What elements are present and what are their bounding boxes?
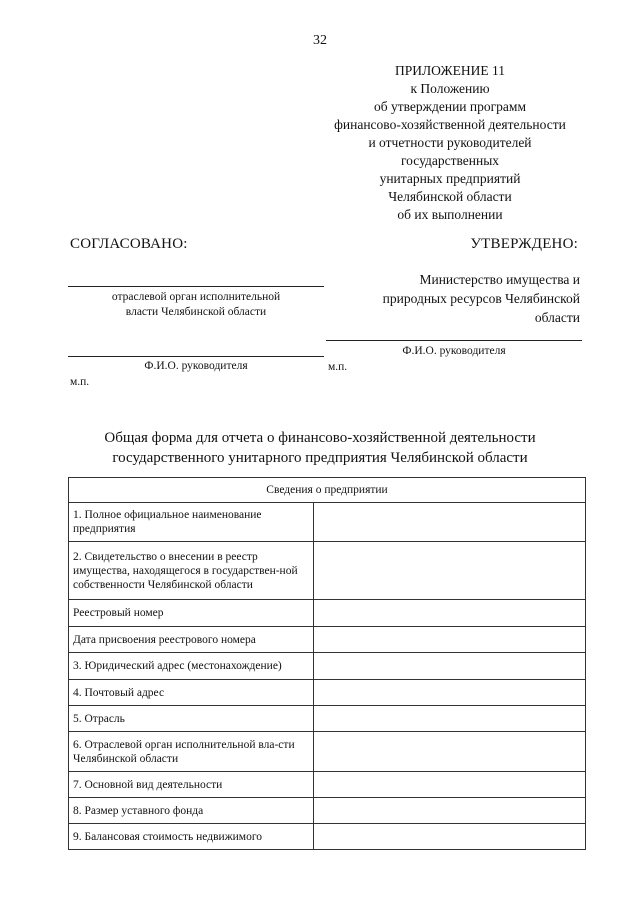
appendix-line: унитарных предприятий [379,171,521,186]
row-label: 7. Основной вид деятельности [69,772,314,798]
appendix-line: государственных [400,153,500,168]
row-label: Дата присвоения реестрового номера [69,627,314,653]
table-row [69,653,586,680]
row-value-cell[interactable] [314,706,586,732]
ministry-name [330,270,580,327]
row-label: 6. Отраслевой орган исполнительной вла-сти Челябинской области [69,732,314,772]
appendix-block [300,62,600,224]
agreed-label: СОГЛАСОВАНО: [70,236,188,252]
organ-caption-line: власти Челябинской области [125,306,267,318]
table-row [69,732,586,772]
row-value-cell[interactable] [314,600,586,627]
row-label: 3. Юридический адрес (местонахождение) [69,653,314,680]
table-header-row [69,478,586,503]
row-value-cell[interactable] [314,772,586,798]
organ-caption [68,290,324,320]
left-stamp-mark: м.п. [70,376,90,388]
row-label: 4. Почтовый адрес [69,680,314,706]
appendix-line: и отчетности руководителей [368,135,532,150]
appendix-line: об их выполнении [397,207,503,222]
page-number: 32 [313,33,327,48]
ministry-line: природных ресурсов Челябинской [382,291,580,306]
row-value-cell[interactable] [314,542,586,600]
table-row [69,600,586,627]
row-value-cell[interactable] [314,627,586,653]
table-row [69,503,586,542]
row-value-cell[interactable] [314,732,586,772]
left-fio-signature-line [68,356,324,357]
right-fio-signature-line [326,340,582,341]
left-fio-caption: Ф.И.О. руководителя [144,360,248,372]
row-label: 9. Балансовая стоимость недвижимого [69,824,314,850]
row-label: 8. Размер уставного фонда [69,798,314,824]
row-value-cell[interactable] [314,824,586,850]
form-title-line: государственного унитарного предприятия Челябинской области [112,450,528,466]
row-value-cell[interactable] [314,798,586,824]
row-value-cell[interactable] [314,503,586,542]
appendix-line: к Положению [410,81,490,96]
table-row [69,706,586,732]
enterprise-info-table [68,477,586,850]
approved-label: УТВЕРЖДЕНО: [470,236,578,252]
table-row [69,627,586,653]
right-stamp-mark: м.п. [328,361,348,373]
right-fio-caption: Ф.И.О. руководителя [402,345,506,357]
form-title [0,428,640,468]
row-value-cell[interactable] [314,680,586,706]
row-value-cell[interactable] [314,653,586,680]
table-header: Сведения о предприятии [69,478,586,503]
row-label: 2. Свидетельство о внесении в реестр имущества, находящегося в государствен-ной собственности Челябинской области [69,542,314,600]
organ-signature-line [68,286,324,287]
organ-caption-line: отраслевой орган исполнительной [111,291,281,303]
appendix-line: об утверждении программ [373,99,526,114]
row-label: 5. Отрасль [69,706,314,732]
ministry-line: Министерство имущества и [419,272,580,287]
form-title-line: Общая форма для отчета о финансово-хозяйственной деятельности [104,430,536,446]
appendix-line: Челябинской области [388,189,512,204]
ministry-line: области [534,310,580,325]
row-label: 1. Полное официальное наименование предприятия [69,503,314,542]
table-row [69,824,586,850]
table-row [69,772,586,798]
table-row [69,798,586,824]
table-row [69,542,586,600]
appendix-line: ПРИЛОЖЕНИЕ 11 [394,63,506,78]
row-label: Реестровый номер [69,600,314,627]
appendix-line: финансово-хозяйственной деятельности [334,117,566,132]
table-row [69,680,586,706]
